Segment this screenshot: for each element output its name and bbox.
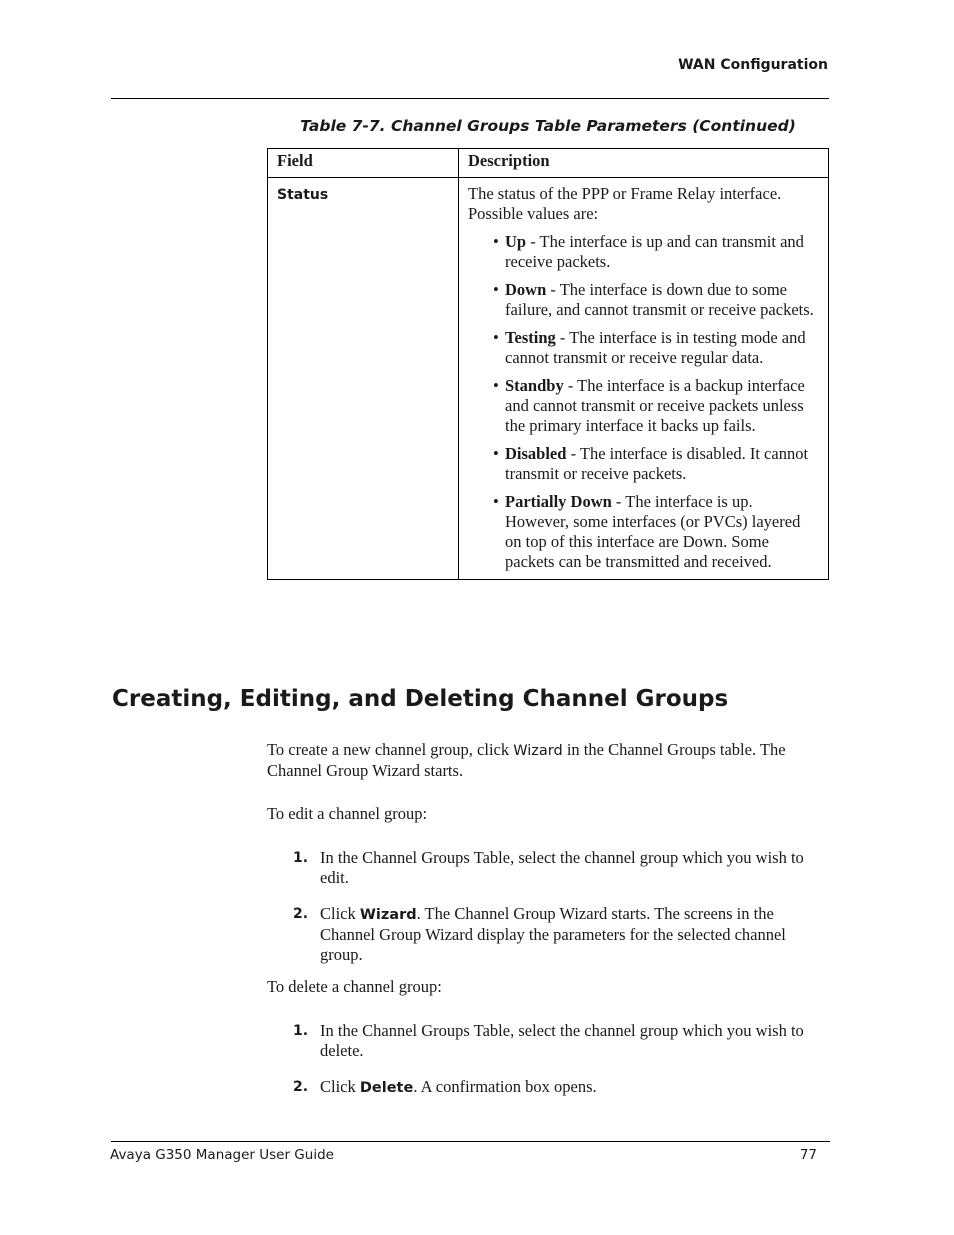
list-item — [505, 328, 819, 368]
channel-groups-parameters-table — [267, 148, 829, 580]
table-caption: Table 7-7. Channel Groups Table Parameters (Continued) — [300, 117, 796, 135]
step-text-before: Click — [320, 904, 360, 923]
footer-title: Avaya G350 Manager User Guide — [110, 1147, 334, 1163]
delete-intro — [267, 977, 829, 997]
list-item — [293, 904, 829, 965]
step-text: In the Channel Groups Table, select the channel group which you wish to edit. — [320, 848, 804, 887]
value-term: Testing — [505, 328, 556, 347]
ui-term-delete: Delete — [359, 1080, 414, 1096]
field-name: Status — [277, 187, 329, 203]
delete-intro-text: To delete a channel group: — [267, 977, 442, 996]
table-row — [268, 178, 829, 580]
header-rule — [111, 98, 829, 99]
ui-term-wizard: Wizard — [513, 743, 563, 759]
edit-intro-text: To edit a channel group: — [267, 804, 428, 823]
list-item — [293, 848, 829, 888]
ui-term-wizard: Wizard — [359, 907, 417, 923]
edit-steps-list — [267, 848, 829, 965]
edit-steps — [267, 848, 829, 965]
value-text: - The interface is down due to some failure, and cannot transmit or receive packets. — [505, 280, 814, 319]
step-number: 2. — [293, 906, 309, 922]
value-term: Standby — [505, 376, 564, 395]
description-cell — [459, 178, 829, 580]
value-term: Disabled — [505, 444, 567, 463]
delete-steps — [267, 1021, 829, 1098]
step-number: 1. — [293, 1023, 309, 1039]
running-head: WAN Configuration — [678, 57, 828, 73]
description-intro: The status of the PPP or Frame Relay interface. Possible values are: — [468, 184, 782, 223]
step-text-before: Click — [320, 1077, 360, 1096]
step-number: 1. — [293, 850, 309, 866]
value-text: - The interface is up and can transmit and receive packets. — [505, 232, 804, 271]
create-paragraph — [267, 740, 829, 781]
list-item — [293, 1021, 829, 1061]
list-item — [505, 376, 819, 436]
list-item — [505, 444, 819, 484]
page-number: 77 — [799, 1147, 817, 1163]
step-text-after: . A confirmation box opens. — [413, 1077, 597, 1096]
section-heading: Creating, Editing, and Deleting Channel Groups — [112, 686, 729, 712]
list-item — [293, 1077, 829, 1098]
edit-intro — [267, 804, 829, 824]
value-text: - The interface is in testing mode and cannot transmit or receive regular data. — [505, 328, 806, 367]
table-header-row — [268, 149, 829, 178]
value-term: Up — [505, 232, 527, 251]
field-cell — [268, 178, 459, 580]
footer-rule — [111, 1141, 830, 1142]
column-header-description: Description — [459, 149, 829, 178]
list-item — [505, 492, 819, 572]
value-text: - The interface is disabled. It cannot transmit or receive packets. — [505, 444, 809, 483]
value-text: - The interface is up. However, some interfaces (or PVCs) layered on top of this interface are Down. Some packets can be transmitted and received. — [505, 492, 801, 571]
step-text: In the Channel Groups Table, select the channel group which you wish to delete. — [320, 1021, 804, 1060]
list-item — [505, 280, 819, 320]
status-values-list — [468, 232, 819, 572]
value-term: Down — [505, 280, 547, 299]
value-term: Partially Down — [505, 492, 612, 511]
list-item — [505, 232, 819, 272]
delete-steps-list — [267, 1021, 829, 1098]
create-text-before: To create a new channel group, click — [267, 740, 514, 759]
create-text-after: in the Channel Groups table. The Channel Group Wizard starts. — [267, 740, 786, 780]
value-text: - The interface is a backup interface and cannot transmit or receive packets unless the primary interface it backs up fails. — [505, 376, 805, 435]
column-header-field: Field — [268, 149, 459, 178]
step-text-after: . The Channel Group Wizard starts. The screens in the Channel Group Wizard display the parameters for the selected channel group. — [320, 904, 786, 964]
step-number: 2. — [293, 1079, 309, 1095]
